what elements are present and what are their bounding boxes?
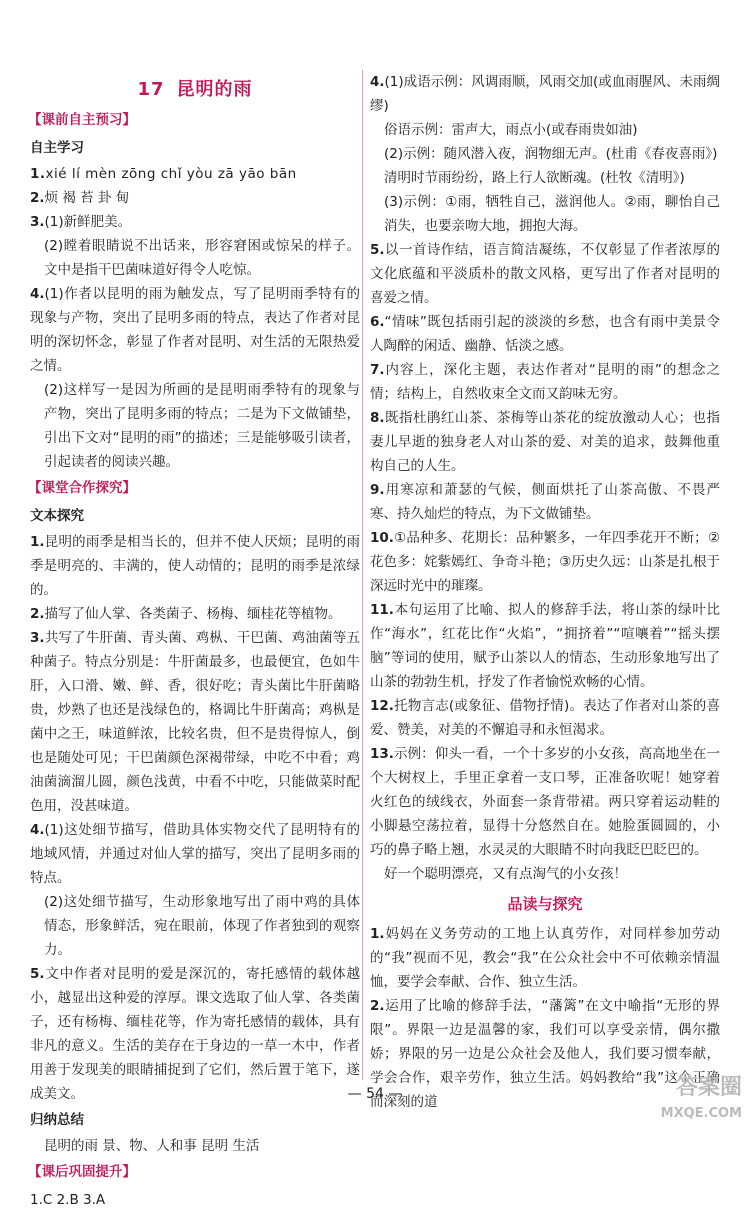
- answer-1: 1.xié lí mèn zōng chǐ yòu zā yāo bān: [30, 166, 297, 182]
- answer-4b: (2)这样写一是因为所画的是昆明雨季特有的现象与产物，突出了昆明多雨的特点；二是为下文做铺垫，引出下文对“昆明的雨”的描述；三是能够吸引读者，引起读者的阅读兴趣。: [44, 382, 360, 470]
- watermark-text: 答案圈: [675, 1075, 742, 1100]
- explore-4b: (2)这处细节描写，生动形象地写出了雨中鸡的具体情态，形象鲜活，宛在眼前，体现了作者独到的观察力。: [44, 894, 360, 958]
- right-answer-4a: 4.(1)成语示例：风调雨顺，风雨交加(或血雨腥风、未雨绸缪): [370, 74, 720, 114]
- watermark-logo: [592, 1075, 742, 1135]
- section-preview: 【课前自主预习】: [28, 112, 136, 128]
- lesson-number: 17: [137, 79, 165, 100]
- section-reading-exploration: 品读与探究: [507, 895, 583, 913]
- section-classroom: 【课堂合作探究】: [28, 480, 136, 496]
- page-number: — 54 —: [347, 1086, 403, 1102]
- right-answer-10: 10.①品种多、花期长：品种繁多，一年四季花开不断；②花色多：姹紫嫣红、争奇斗艳；③历史久远：山茶是扎根于深远时光中的璀璨。: [370, 530, 720, 594]
- answer-4a: 4.(1)作者以昆明的雨为触发点，写了昆明雨季特有的现象与产物，突出了昆明多雨的特点，表达了作者对昆明的深切怀念，彰显了作者对昆明、对生活的无限热爱之情。: [30, 286, 360, 374]
- subheading-self-study: 自主学习: [30, 140, 84, 156]
- explore-2: 2.描写了仙人掌、各类菌子、杨梅、缅桂花等植物。: [30, 606, 342, 622]
- right-answer-13b: 好一个聪明漂亮，又有点淘气的小女孩！: [384, 866, 627, 882]
- left-column: [30, 70, 360, 1212]
- right-answer-4a2: 俗语示例：雷声大，雨点小(或春雨贵如油): [384, 122, 638, 138]
- right-answer-8: 8.既指杜鹃红山茶、茶梅等山茶花的绽放激动人心；也指妻儿早逝的独身老人对山茶的爱、对美的追求，鼓舞他重构自己的人生。: [370, 410, 720, 474]
- after-class-answers: 1.C 2.B 3.A: [30, 1192, 106, 1208]
- right-answer-7: 7.内容上，深化主题，表达作者对“昆明的雨”的想念之情；结构上，自然收束全文而又韵味无穷。: [370, 362, 720, 402]
- section-after-class: 【课后巩固提升】: [28, 1164, 136, 1180]
- answer-3a: 3.(1)新鲜肥美。: [30, 214, 132, 230]
- right-answer-4b2: 清明时节雨纷纷，路上行人欲断魂。(杜牧《清明》): [384, 170, 685, 186]
- right-answer-11: 11.本句运用了比喻、拟人的修辞手法，将山茶的绿叶比作“海水”，红花比作“火焰”，“拥挤着”“喧嚷着”“摇头摆脑”等词的使用，赋予山茶以人的情态，生动形象地写出了山茶的勃勃生机，抒发了作者愉悦欢畅的心情。: [370, 602, 720, 690]
- subheading-text-exploration: 文本探究: [30, 508, 84, 524]
- lesson-name: 昆明的雨: [176, 79, 253, 100]
- lesson-title: [30, 78, 360, 102]
- reading-answer-2: 2.运用了比喻的修辞手法，“藩篱”在文中喻指“无形的界限”。界限一边是温馨的家，我们可以享受亲情，偶尔撒娇；界限的另一边是公众社会及他人，我们要习惯奉献，学会合作，艰辛劳作，独立生活。妈妈教给“我”这个正确而深刻的道: [370, 998, 720, 1110]
- right-answer-4b: (2)示例：随风潜入夜，润物细无声。(杜甫《春夜喜雨》): [384, 146, 718, 162]
- explore-4a: 4.(1)这处细节描写，借助具体实物交代了昆明特有的地域风情，并通过对仙人掌的描写，突出了昆明多雨的特点。: [30, 822, 360, 886]
- answer-2: 2.烦 褐 苔 卦 甸: [30, 190, 130, 206]
- explore-1: 1.昆明的雨季是相当长的，但并不使人厌烦；昆明的雨季是明亮的、丰满的，使人动情的；昆明的雨季是浓绿的。: [30, 534, 360, 598]
- right-answer-12: 12.托物言志(或象征、借物抒情)。表达了作者对山茶的喜爱、赞美，对美的不懈追寻和永恒渴求。: [370, 698, 720, 738]
- explore-3: 3.共写了牛肝菌、青头菌、鸡枞、干巴菌、鸡油菌等五种菌子。特点分别是：牛肝菌最多，也最便宜，色如牛肝，入口滑、嫩、鲜、香，很好吃；青头菌比牛肝菌略贵，炒熟了也还是浅绿色的，格调比牛肝菌高；鸡枞是菌中之王，味道鲜浓，比较名贵，但不是贵得惊人，倒也是随处可见；干巴菌颜色深褐带绿，中吃不中看；鸡油菌滴溜儿圆，颜色浅黄，中看不中吃，只能做菜时配色用，没甚味道。: [30, 630, 360, 814]
- answer-3b: (2)瞠着眼睛说不出话来，形容窘困或惊呆的样子。文中是指干巴菌味道好得令人吃惊。: [44, 238, 360, 278]
- right-column: [370, 70, 720, 1114]
- right-answer-6: 6.“情味”既包括雨引起的淡淡的乡愁，也含有雨中美景令人陶醉的闲适、幽静、恬淡之感。: [370, 314, 720, 354]
- column-divider: [362, 70, 363, 1080]
- watermark-site: MXQE.COM: [660, 1106, 742, 1121]
- right-answer-9: 9.用寒凉和萧瑟的气候，侧面烘托了山茶高傲、不畏严寒、持久灿烂的特点，为下文做铺垫。: [370, 482, 720, 522]
- reading-answer-1: 1.妈妈在义务劳动的工地上认真劳作，对同样参加劳动的“我”视而不见，教会“我”在公众社会中不可依赖亲情温恤，要学会奉献、合作、独立生活。: [370, 926, 720, 990]
- right-answer-13: 13.示例：仰头一看，一个十多岁的小女孩，高高地坐在一个大树杈上，手里正拿着一支口琴，正准备吹呢！她穿着火红色的绒线衣，外面套一条背带裙。两只穿着运动鞋的小脚悬空荡拉着，显得十分悠然自在。她脸蛋圆圆的，小巧的鼻子略上翘，水灵灵的大眼睛不时向我眨巴眨巴的。: [370, 746, 720, 858]
- summary-line: 昆明的雨 景、物、人和事 昆明 生活: [44, 1138, 260, 1154]
- right-answer-4c: (3)示例：①雨，牺牲自己，滋润他人。②雨，聊怡自己消失，也要亲吻大地，拥抱大海。: [384, 194, 720, 234]
- explore-5: 5.文中作者对昆明的爱是深沉的，寄托感情的载体越小，越显出这种爱的淳厚。课文选取了仙人掌、各类菌子，还有杨梅、缅桂花等，作为寄托感情的载体，具有非凡的意义。生活的美存在于身边的一草一木中，作者用善于发现美的眼睛捕捉到了它们，然后置于笔下，遂成美文。: [30, 966, 360, 1102]
- right-answer-5: 5.以一首诗作结，语言简洁凝练，不仅彰显了作者浓厚的文化底蕴和平淡质朴的散文风格，更写出了作者对昆明的喜爱之情。: [370, 242, 720, 306]
- subheading-summary: 归纳总结: [30, 1112, 84, 1128]
